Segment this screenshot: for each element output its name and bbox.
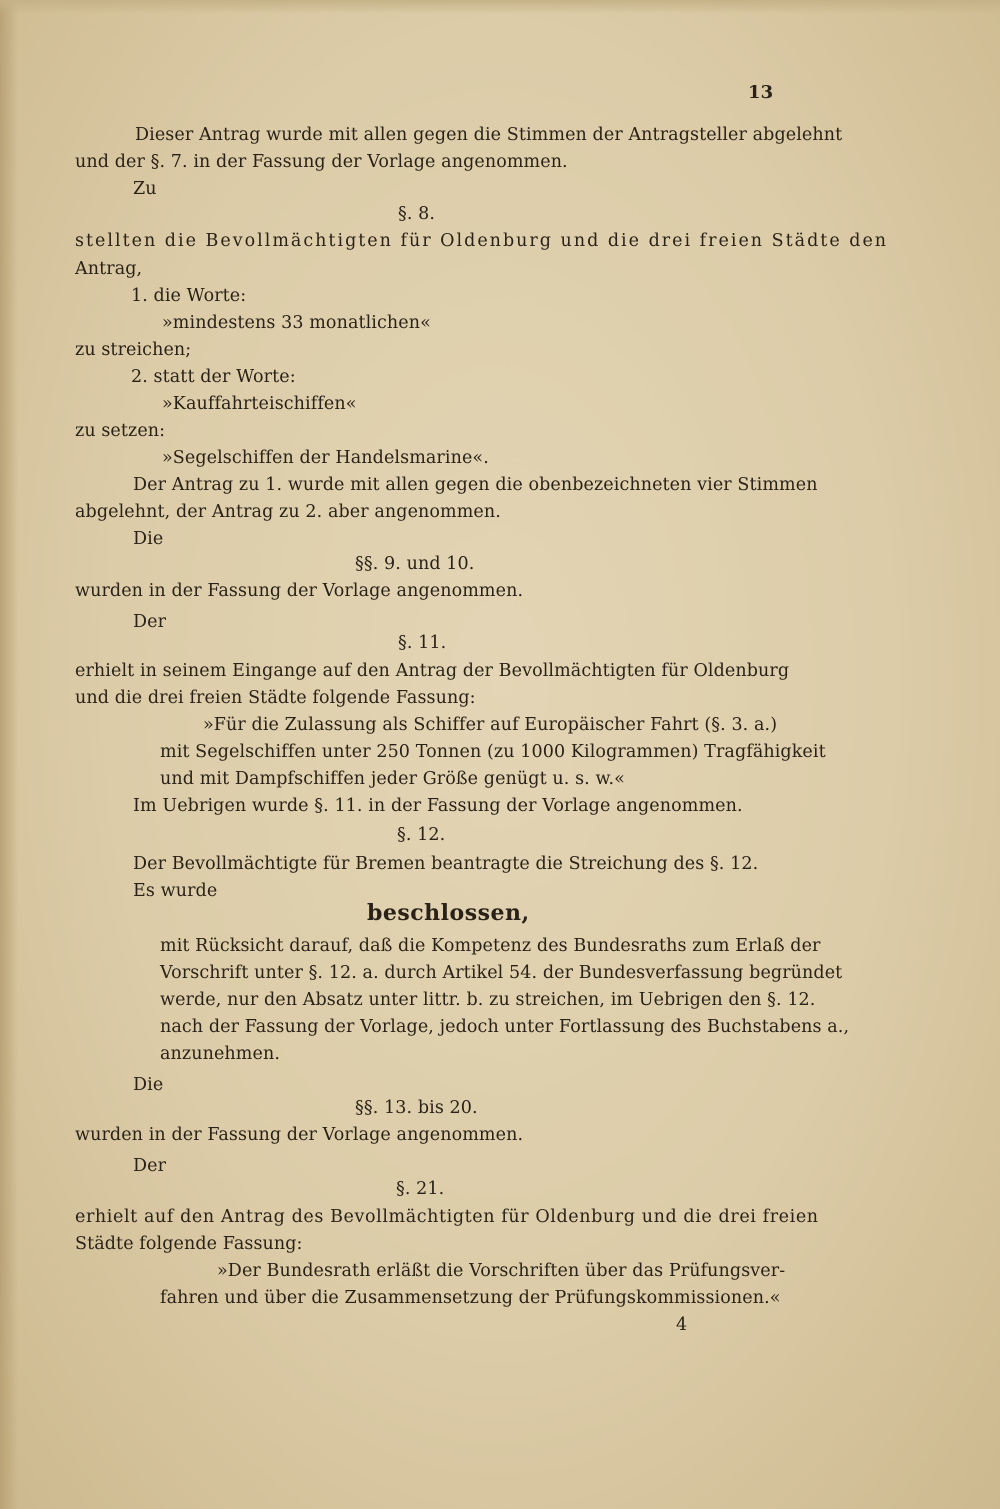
- text-line: Vorschrift unter §. 12. a. durch Artikel 54. der Bundesverfassung begründet: [160, 963, 843, 983]
- section-heading: §§. 9. und 10.: [355, 554, 475, 574]
- quotation: mit Segelschiffen unter 250 Tonnen (zu 1000 Kilogrammen) Tragfähigkeit: [160, 742, 826, 762]
- text-line: Die: [133, 529, 164, 549]
- text-line: anzunehmen.: [160, 1044, 280, 1064]
- section-heading: §. 21.: [396, 1179, 445, 1199]
- signature-mark: 4: [676, 1315, 688, 1335]
- text-line: zu streichen;: [75, 340, 192, 360]
- text-line: zu setzen:: [75, 421, 166, 441]
- text-line: werde, nur den Absatz unter littr. b. zu streichen, im Uebrigen den §. 12.: [160, 990, 816, 1010]
- section-heading: §. 8.: [398, 204, 436, 224]
- text-line: Zu: [133, 179, 157, 199]
- quotation: »Der Bundesrath erläßt die Vorschriften über das Prüfungsver-: [217, 1261, 786, 1281]
- quotation: »mindestens 33 monatlichen«: [162, 313, 431, 333]
- text-line: erhielt auf den Antrag des Bevollmächtigten für Oldenburg und die drei freien: [75, 1207, 819, 1227]
- text-line: Der Bevollmächtigte für Bremen beantragte die Streichung des §. 12.: [133, 854, 759, 874]
- text-line: Antrag,: [75, 259, 143, 279]
- page-edge-shadow: [0, 0, 18, 1509]
- section-heading: §§. 13. bis 20.: [355, 1098, 478, 1118]
- text-line: abgelehnt, der Antrag zu 2. aber angenommen.: [75, 502, 501, 522]
- quotation: »Segelschiffen der Handelsmarine«.: [162, 448, 489, 468]
- text-line: und die drei freien Städte folgende Fassung:: [75, 688, 476, 708]
- text-line: Es wurde: [133, 881, 218, 901]
- text-line: Der: [133, 612, 167, 632]
- text-line: und der §. 7. in der Fassung der Vorlage angenommen.: [75, 152, 568, 172]
- text-line: erhielt in seinem Eingange auf den Antrag der Bevollmächtigten für Oldenburg: [75, 661, 790, 681]
- section-heading: §. 12.: [397, 825, 446, 845]
- page-number: 13: [748, 82, 774, 103]
- text-line: nach der Fassung der Vorlage, jedoch unter Fortlassung des Buchstabens a.,: [160, 1017, 850, 1037]
- text-line: wurden in der Fassung der Vorlage angenommen.: [75, 581, 524, 601]
- text-line: Städte folgende Fassung:: [75, 1234, 303, 1254]
- quotation: fahren und über die Zusammensetzung der Prüfungskommissionen.«: [160, 1288, 781, 1308]
- page-top-shadow: [0, 0, 1000, 14]
- quotation: »Für die Zulassung als Schiffer auf Europäischer Fahrt (§. 3. a.): [203, 715, 778, 735]
- text-line: Dieser Antrag wurde mit allen gegen die Stimmen der Antragsteller abgelehnt: [135, 125, 843, 145]
- text-line: 1. die Worte:: [131, 286, 247, 306]
- quotation: und mit Dampfschiffen jeder Größe genügt u. s. w.«: [160, 769, 625, 789]
- section-heading: §. 11.: [398, 633, 447, 653]
- text-line: 2. statt der Worte:: [131, 367, 296, 387]
- resolution-heading: beschlossen,: [367, 900, 530, 926]
- text-line: mit Rücksicht darauf, daß die Kompetenz des Bundesraths zum Erlaß der: [160, 936, 821, 956]
- text-line: Der Antrag zu 1. wurde mit allen gegen die obenbezeichneten vier Stimmen: [133, 475, 818, 495]
- text-line: Im Uebrigen wurde §. 11. in der Fassung der Vorlage angenommen.: [133, 796, 743, 816]
- text-line: stellten die Bevollmächtigten für Oldenburg und die drei freien Städte den: [75, 231, 889, 251]
- text-line: Der: [133, 1156, 167, 1176]
- quotation: »Kauffahrteischiffen«: [162, 394, 357, 414]
- text-line: wurden in der Fassung der Vorlage angenommen.: [75, 1125, 524, 1145]
- text-line: Die: [133, 1075, 164, 1095]
